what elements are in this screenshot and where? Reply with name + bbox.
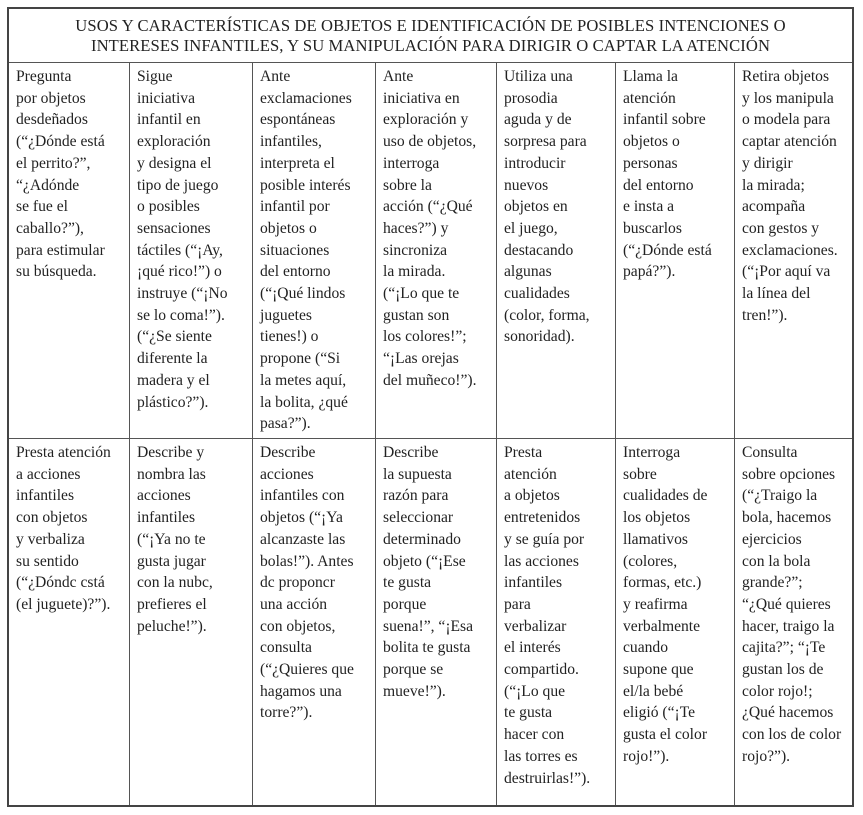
cell-text-line: sobre opciones: [742, 465, 836, 483]
cell-text-line: destacando: [504, 241, 574, 259]
cell-text-line: (el juguete)?”).: [16, 595, 111, 613]
cell-text-line: infantiles: [504, 574, 563, 592]
cell-text-line: objetos o: [623, 133, 680, 151]
cell-text-line: ¿Qué hacemos: [742, 704, 834, 722]
cell-text-line: se fue el: [16, 198, 68, 216]
cell-text-line: Sigue: [137, 68, 173, 85]
cell-text-line: e insta a: [623, 198, 675, 216]
table-cell-r1-c1: [9, 63, 130, 438]
cell-text-line: espontáneas: [260, 111, 336, 129]
cell-text-line: hagamos una: [260, 682, 342, 700]
cell-text-line: haces?”) y: [383, 219, 449, 237]
cell-text-line: iniciativa en: [383, 89, 460, 107]
cell-text-line: acción (“¿Qué: [383, 198, 473, 216]
cell-text-line: uso de objetos,: [383, 133, 477, 151]
table-cell-r2-c6: [616, 439, 735, 805]
cell-text-line: a objetos: [504, 487, 560, 505]
cell-text-line: (“¿Traigo la: [742, 487, 818, 505]
cell-text-line: y reafirma: [623, 595, 688, 613]
cell-text-line: supone que: [623, 661, 694, 679]
cell-text-line: las torres es: [504, 747, 578, 765]
cell-text-line: (“¿Dóndc cstá: [16, 574, 105, 592]
cell-text-line: con la bola: [742, 552, 811, 570]
table-row: [9, 439, 852, 805]
table-cell-r1-c5: [497, 63, 616, 438]
cell-text-line: gusta el color: [623, 726, 708, 744]
cell-text-line: a acciones: [16, 465, 81, 483]
cell-text-line: caballo?”),: [16, 219, 84, 237]
cell-text-line: “¿Adónde: [16, 176, 80, 194]
cell-text-line: porque: [383, 595, 427, 613]
cell-text-line: se lo coma!”).: [137, 306, 225, 324]
table-cell-r1-c6: [616, 63, 735, 438]
cell-text-line: táctiles (“¡Ay,: [137, 241, 223, 259]
cell-text-line: del muñeco!”).: [383, 371, 477, 389]
cell-text-line: objeto (“¡Ese: [383, 552, 466, 570]
cell-text-line: o posibles: [137, 198, 200, 216]
table-row: [9, 63, 852, 439]
cell-text-line: personas: [623, 154, 678, 172]
cell-text-line: cuando: [623, 639, 669, 657]
cell-text-line: (“¿Quieres que: [260, 661, 354, 679]
cell-text-line: la línea del: [742, 285, 811, 303]
cell-text-line: atención: [504, 465, 557, 483]
cell-text-line: y verbaliza: [16, 530, 85, 548]
cell-text-line: desdeñados: [16, 111, 88, 129]
cell-text-line: situaciones: [260, 241, 330, 259]
cell-text-line: el/la bebé: [623, 682, 684, 700]
cell-text-line: y designa el: [137, 154, 212, 172]
cell-text-line: consulta: [260, 639, 312, 657]
cell-text-line: rojo?”).: [742, 747, 791, 765]
cell-text-line: formas, etc.): [623, 574, 702, 592]
cell-text-line: el juego,: [504, 219, 558, 237]
cell-text-line: acciones: [137, 487, 191, 505]
cell-text-line: algunas: [504, 263, 552, 281]
table-cell-r2-c5: [497, 439, 616, 805]
cell-text-line: introducir: [504, 154, 566, 172]
cell-text-line: “¡Las orejas: [383, 350, 459, 368]
cell-text-line: te gusta: [504, 704, 553, 722]
cell-text-line: la mirada;: [742, 176, 805, 194]
table-cell-r1-c7: [735, 63, 852, 438]
cell-text-line: exploración: [137, 133, 211, 151]
cell-text-line: juguetes: [260, 306, 312, 324]
table-title-line-1: USOS Y CARACTERÍSTICAS DE OBJETOS E IDENTIFICACIÓN DE POSIBLES INTENCIONES O: [75, 15, 786, 35]
cell-text-line: tienes!) o: [260, 328, 319, 346]
practices-table: [7, 7, 854, 807]
cell-text-line: suena!”, “¡Esa: [383, 617, 474, 635]
cell-text-line: Describe y: [137, 444, 205, 461]
cell-text-line: Describe: [260, 444, 316, 461]
cell-text-line: instruye (“¡No: [137, 285, 228, 303]
cell-text-line: (colores,: [623, 552, 678, 570]
cell-text-line: verbalmente: [623, 617, 701, 635]
cell-text-line: nombra las: [137, 465, 206, 483]
cell-text-line: bolas!”). Antes: [260, 552, 354, 570]
cell-text-line: grande?”;: [742, 574, 803, 592]
cell-text-line: razón para: [383, 487, 449, 505]
cell-text-line: infantiles,: [260, 133, 322, 151]
cell-text-line: su sentido: [16, 552, 79, 570]
cell-text-line: el interés: [504, 639, 561, 657]
cell-text-line: prefieres el: [137, 595, 207, 613]
cell-text-line: acompaña: [742, 198, 806, 216]
cell-text-line: sincroniza: [383, 241, 448, 259]
cell-text-line: (“¿Dónde está: [623, 241, 712, 259]
cell-text-line: Consulta: [742, 444, 798, 461]
table-title: [9, 9, 852, 63]
cell-text-line: Ante: [383, 68, 414, 85]
cell-text-line: los colores!”;: [383, 328, 467, 346]
cell-text-line: madera y el: [137, 371, 210, 389]
table-cell-r1-c4: [376, 63, 497, 438]
cell-text-line: sorpresa para: [504, 133, 587, 151]
cell-text-line: objetos en: [504, 198, 568, 216]
cell-text-line: su búsqueda.: [16, 263, 97, 281]
cell-text-line: y los manipula: [742, 89, 834, 107]
cell-text-line: (“¡Ya no te: [137, 530, 206, 548]
cell-text-line: compartido.: [504, 661, 579, 679]
cell-text-line: diferente la: [137, 350, 208, 368]
cell-text-line: sobre: [623, 465, 657, 483]
cell-text-line: (“¡Qué lindos: [260, 285, 346, 303]
cell-text-line: gusta jugar: [137, 552, 206, 570]
table-cell-r2-c4: [376, 439, 497, 805]
cell-text-line: porque se: [383, 661, 444, 679]
table-cell-r2-c7: [735, 439, 852, 805]
cell-text-line: hacer con: [504, 726, 565, 744]
table-cell-r1-c3: [253, 63, 376, 438]
cell-text-line: una acción: [260, 595, 328, 613]
cell-text-line: Utiliza una: [504, 68, 573, 85]
cell-text-line: con objetos,: [260, 617, 336, 635]
cell-text-line: seleccionar: [383, 509, 454, 527]
cell-text-line: Ante: [260, 68, 291, 85]
cell-text-line: ejercicios: [742, 530, 802, 548]
cell-text-line: Pregunta: [16, 68, 72, 85]
cell-text-line: exclamaciones: [260, 89, 352, 107]
cell-text-line: Presta atención: [16, 444, 111, 461]
cell-text-line: del entorno: [623, 176, 694, 194]
cell-text-line: exclamaciones.: [742, 241, 838, 259]
cell-text-line: (“¡Lo que: [504, 682, 566, 700]
cell-text-line: por objetos: [16, 89, 86, 107]
cell-text-line: torre?”).: [260, 704, 313, 722]
table-cell-r2-c3: [253, 439, 376, 805]
cell-text-line: gustan los de: [742, 661, 824, 679]
cell-text-line: Retira objetos: [742, 68, 830, 85]
cell-text-line: pasa?”).: [260, 415, 311, 433]
cell-text-line: y se guía por: [504, 530, 585, 548]
cell-text-line: “¿Qué quieres: [742, 595, 831, 613]
cell-text-line: peluche!”).: [137, 617, 207, 635]
cell-text-line: te gusta: [383, 574, 432, 592]
cell-text-line: (“¡Por aquí va: [742, 263, 831, 281]
cell-text-line: la metes aquí,: [260, 371, 347, 389]
cell-text-line: cualidades: [504, 285, 570, 303]
cell-text-line: acciones: [260, 465, 314, 483]
cell-text-line: tren!”).: [742, 306, 788, 324]
cell-text-line: Interroga: [623, 444, 681, 461]
cell-text-line: atención: [623, 89, 676, 107]
cell-text-line: papá?”).: [623, 263, 676, 281]
cell-text-line: interpreta el: [260, 154, 335, 172]
cell-text-line: (“¿Se siente: [137, 328, 212, 346]
cell-text-line: nuevos: [504, 176, 549, 194]
cell-text-line: rojo!”).: [623, 747, 670, 765]
table-cell-r1-c2: [130, 63, 253, 438]
cell-text-line: iniciativa: [137, 89, 196, 107]
cell-text-line: cualidades de: [623, 487, 708, 505]
cell-text-line: objetos (“¡Ya: [260, 509, 343, 527]
cell-text-line: (“¿Dónde está: [16, 133, 105, 151]
cell-text-line: propone (“Si: [260, 350, 341, 368]
cell-text-line: con objetos: [16, 509, 88, 527]
cell-text-line: sobre la: [383, 176, 432, 194]
cell-text-line: bolita te gusta: [383, 639, 471, 657]
cell-text-line: Describe: [383, 444, 439, 461]
cell-text-line: entretenidos: [504, 509, 581, 527]
cell-text-line: objetos o: [260, 219, 317, 237]
cell-text-line: plástico?”).: [137, 393, 209, 411]
cell-text-line: ¡qué rico!”) o: [137, 263, 222, 281]
cell-text-line: bola, hacemos: [742, 509, 832, 527]
cell-text-line: llamativos: [623, 530, 688, 548]
cell-text-line: exploración y: [383, 111, 469, 129]
cell-text-line: y dirigir: [742, 154, 793, 172]
cell-text-line: la mirada.: [383, 263, 446, 281]
cell-text-line: la bolita, ¿qué: [260, 393, 348, 411]
cell-text-line: infantiles: [16, 487, 75, 505]
cell-text-line: aguda y de: [504, 111, 572, 129]
cell-text-line: sonoridad).: [504, 328, 575, 346]
cell-text-line: (“¡Lo que te: [383, 285, 460, 303]
cell-text-line: la supuesta: [383, 465, 452, 483]
cell-text-line: gustan son: [383, 306, 450, 324]
cell-text-line: con gestos y: [742, 219, 820, 237]
cell-text-line: dc proponcr: [260, 574, 335, 592]
cell-text-line: buscarlos: [623, 219, 682, 237]
cell-text-line: para estimular: [16, 241, 105, 259]
cell-text-line: infantil sobre: [623, 111, 706, 129]
cell-text-line: color rojo!;: [742, 682, 813, 700]
cell-text-line: posible interés: [260, 176, 351, 194]
cell-text-line: captar atención: [742, 133, 837, 151]
cell-text-line: mueve!”).: [383, 682, 446, 700]
cell-text-line: con los de color: [742, 726, 842, 744]
table-cell-r2-c2: [130, 439, 253, 805]
cell-text-line: infantil en: [137, 111, 201, 129]
cell-text-line: las acciones: [504, 552, 579, 570]
cell-text-line: Presta: [504, 444, 543, 461]
cell-text-line: con la nubc,: [137, 574, 213, 592]
cell-text-line: infantiles con: [260, 487, 345, 505]
cell-text-line: prosodia: [504, 89, 558, 107]
table-cell-r2-c1: [9, 439, 130, 805]
cell-text-line: Llama la: [623, 68, 678, 85]
cell-text-line: eligió (“¡Te: [623, 704, 696, 722]
cell-text-line: cajita?”; “¡Te: [742, 639, 826, 657]
cell-text-line: determinado: [383, 530, 461, 548]
cell-text-line: sensaciones: [137, 219, 211, 237]
cell-text-line: hacer, traigo la: [742, 617, 835, 635]
cell-text-line: alcanzaste las: [260, 530, 346, 548]
cell-text-line: para: [504, 595, 531, 613]
cell-text-line: verbalizar: [504, 617, 567, 635]
cell-text-line: tipo de juego: [137, 176, 219, 194]
cell-text-line: del entorno: [260, 263, 331, 281]
cell-text-line: o modela para: [742, 111, 831, 129]
table-title-line-2: INTERESES INFANTILES, Y SU MANIPULACIÓN PARA DIRIGIR O CAPTAR LA ATENCIÓN: [90, 35, 771, 55]
cell-text-line: interroga: [383, 154, 440, 172]
cell-text-line: el perrito?”,: [16, 154, 91, 172]
cell-text-line: los objetos: [623, 509, 691, 527]
cell-text-line: infantil por: [260, 198, 330, 216]
cell-text-line: (color, forma,: [504, 306, 590, 324]
cell-text-line: infantiles: [137, 509, 196, 527]
cell-text-line: destruirlas!”).: [504, 769, 591, 787]
